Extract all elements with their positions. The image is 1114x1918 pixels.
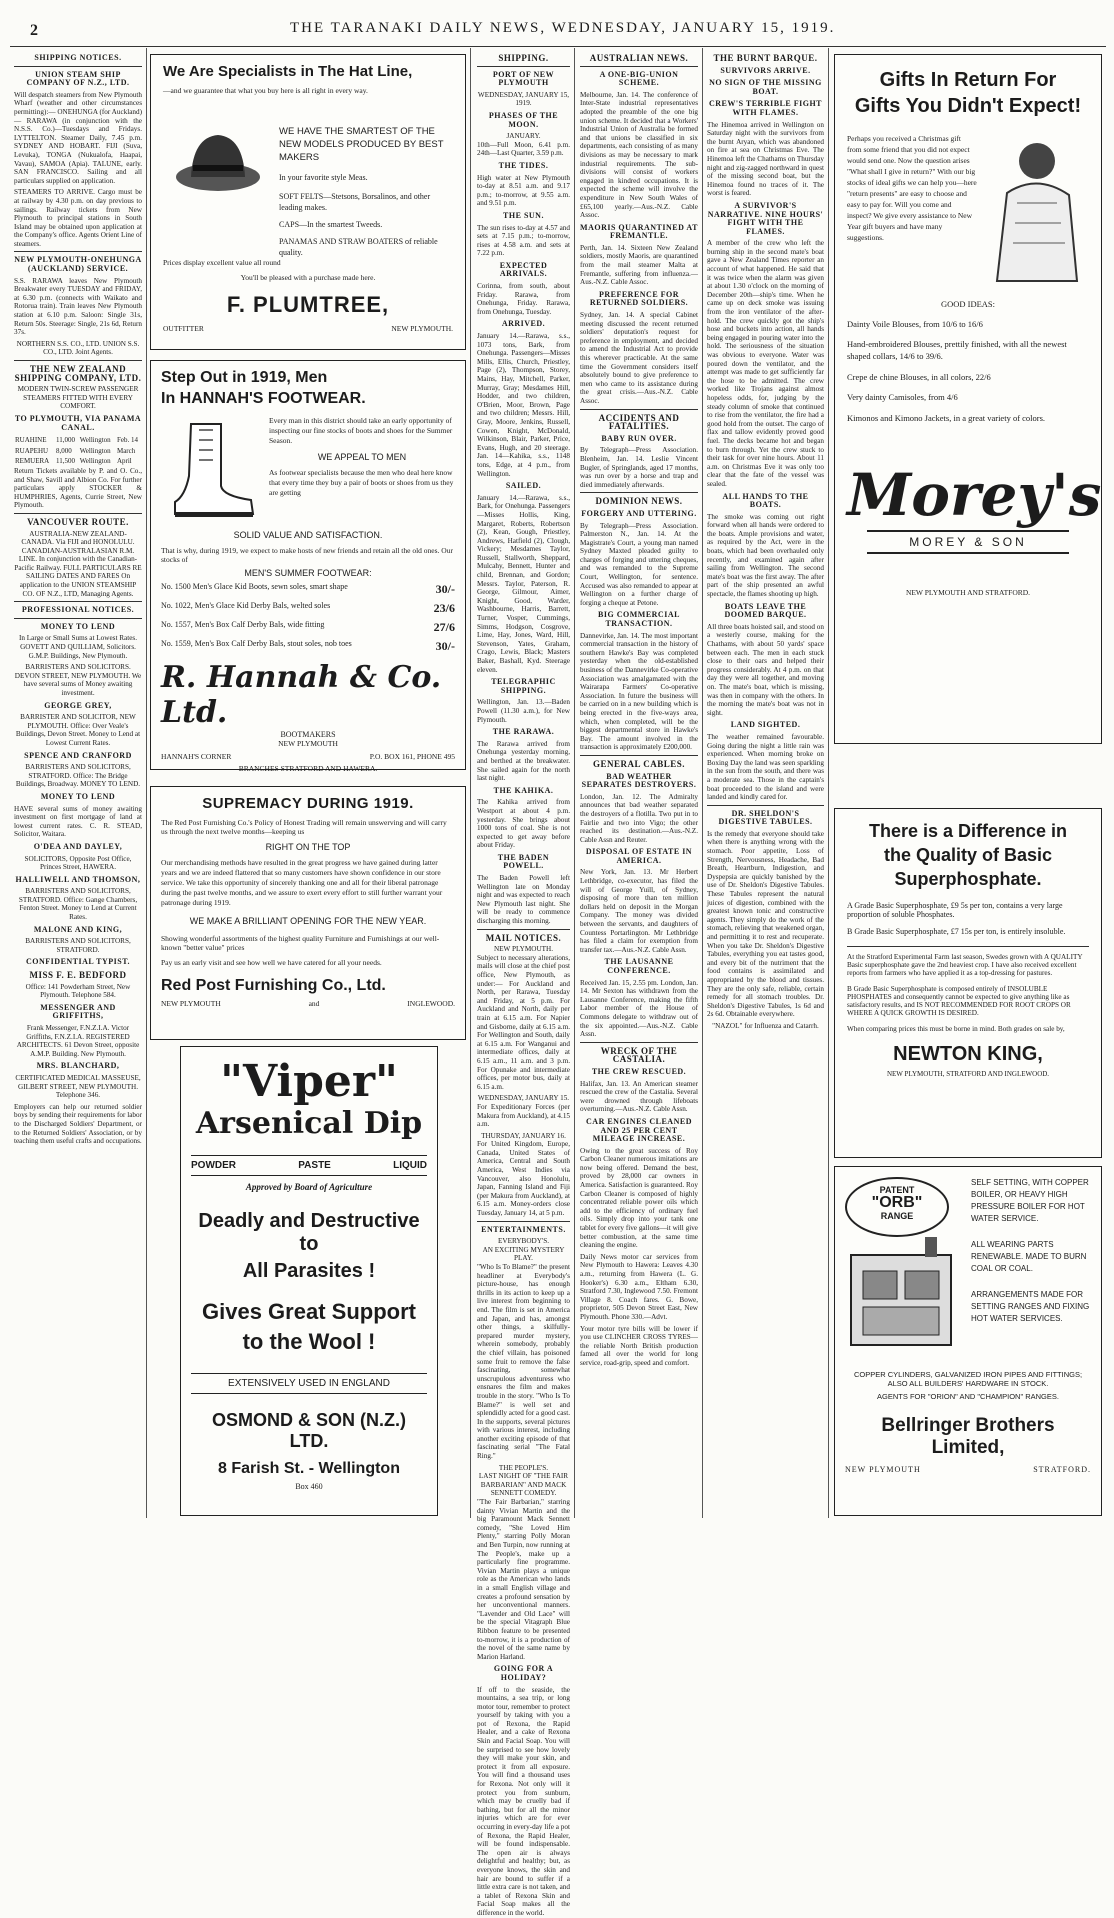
accidents-heading: ACCIDENTS AND FATALITIES.	[598, 412, 680, 432]
barristers-notice: BARRISTERS AND SOLICITORS. DEVON STREET, NEW PLYMOUTH. We have several sums of Money awaiting investment.	[14, 663, 142, 697]
bellringer-copper: COPPER CYLINDERS, GALVANIZED IRON PIPES AND FITTINGS; ALSO ALL BUILDERS' HARDWARE IN STOCK.	[853, 1370, 1083, 1388]
dominion-heading: DOMINION NEWS.	[595, 496, 683, 507]
morey-logo-sub: MOREY & SON	[867, 530, 1069, 554]
preference-text: Sydney, Jan. 14. A special Cabinet meeting discussed the recent returned soldiers' deputation's request for preference in employment, and decided to amend the Industrial Act to provide this wherever practicable. At the same time the Government considers itself absolutely bound to give preference to men who came to its assistance during the great crisis.—Aus.-N.Z. Cable Assoc.	[580, 311, 698, 405]
masthead-rule	[10, 46, 1106, 47]
castalia-heading: WRECK OF THE CASTALIA.	[600, 1045, 678, 1065]
sun-text: The sun rises to-day at 4.57 and sets at 7.15 p.m.; to-morrow, rises at 4.58 a.m. and sets at 7.22 p.m.	[477, 223, 570, 258]
land-text: The weather remained favourable. Going during the night a little rain was experienced. When morning broke on Boxing Day the land was seen sparkling in the sun from the south, and there was a moderate sea. Those in the captain's boat proceeded to the island and were landed and kindly cared for.	[707, 732, 824, 802]
range-stove-icon	[845, 1237, 963, 1357]
money-to-lend-heading-2: MONEY TO LEND	[40, 791, 116, 801]
peoples-heading: THE PEOPLE'S.	[498, 1463, 549, 1472]
everybodys-heading: EVERYBODY'S.	[497, 1237, 549, 1246]
morey-gifts-ad	[834, 54, 1102, 744]
doomed-heading: BOATS LEAVE THE DOOMED BARQUE.	[724, 601, 807, 620]
hat-guarantee: —and we guarantee that what you buy here is all right in every way.	[163, 86, 368, 95]
bedford-heading: MISS F. E. BEDFORD	[29, 970, 127, 981]
hat-smartest: WE HAVE THE SMARTEST OF THE NEW MODELS PRODUCED BY BEST MAKERS	[279, 126, 444, 163]
sailed-text: January 14.—Rarawa, s.s., Bark, for Onehunga. Passengers—Misses Hollis, King, Margaret, Roberts, Robertson (2), Kean, Gough, Priestley, Andrews, Hatfield (2), Clough, Vickery; Mesdames Taylor, Russell, Stallworth, Sheppard, Mulcahy, Bennett, Hunter and child, Brennan, and Gordon; Messrs. Taylor, Paterson, R. George, Gilmour, Aimer, Knight, Good, Warder, Washbourne, Harris, Barrett, Turner, Vosper, Cummings, Simms, Hodgson, Cosgrove, Lime, Hay, Jones, Ward, Hill, Stevenson, Yates, Graham, Crago, Lewis, Black; Masters Baker, Bashall, Kyd. Steerage eleven.	[477, 493, 570, 674]
morey-logo: Morey's	[847, 460, 1102, 529]
newton-king-ad	[834, 808, 1102, 1158]
moon-phases: 10th—Full Moon, 6.41 p.m. 24th—Last Quarter, 3.59 p.m.	[477, 140, 570, 158]
sheldon-heading: DR. SHELDON'S DIGESTIVE TABULES.	[718, 808, 813, 827]
spence-notice: BARRISTERS AND SOLICITORS, STRATFORD. Office: The Bridge Buildings, Broadway. MONEY TO LEND.	[15, 763, 141, 789]
newton-title-2: the Quality of Basic	[883, 845, 1053, 865]
grey-heading: GEORGE GREY,	[44, 700, 112, 710]
boats-text: The smoke was coming out right forward when all hands were ordered to the boats. Ample provisions and water, as required by the Act, were in the boats, which had been overhauled only recently, and examined again after sailing from Wellington. The second mate's boat was the first away. The after part of the ship presented an awful spectacle, the flames shooting up high.	[707, 512, 824, 599]
bellringer-self-setting: SELF SETTING, WITH COPPER BOILER, OR HEAVY HIGH PRESSURE BOILER FOR HOT WATER SERVICE.	[971, 1178, 1089, 1223]
messenger-heading: MESSENGER AND GRIFFITHS,	[40, 1002, 116, 1021]
car-engines-text: Owing to the great success of Roy Carbon Cleaner numerous imitations are now being offered. Demand the best, proved by 28,000 car owners in America. Satisfaction is guaranteed. Roy Carbon Cleaner is composed of highly concentrated reliable power oils which add to the efficiency of ordinary fuel oils. Simply drop into your tank one tablet for every five gallons—it will give better combustion, at the same time cleaning the engine.	[580, 1146, 698, 1250]
list-item: No. 1500 Men's Glace Kid Boots, sewn soles, smart shape 30/-	[161, 582, 455, 596]
shipping-notices-heading: SHIPPING NOTICES.	[34, 53, 122, 62]
joint-agents: NORTHERN S.S. CO., LTD. UNION S.S. CO., LTD. Joint Agents.	[16, 339, 140, 357]
vancouver-notice: AUSTRALIA-NEW ZEALAND-CANADA. Via FIJI and HONOLULU. CANADIAN-AUSTRALASIAN R.M. LINE. In conjunction with the Canadian-Pacific Railway. FULL PARTICULARS RE SAILING DATES AND FARES On application to the UNION STEAMSHIP CO. OF N.Z., LTD, Managing Agents.	[14, 529, 142, 598]
wed-heading: WEDNESDAY, JANUARY 15.	[477, 1094, 570, 1103]
forgery-heading: FORGERY AND UTTERING.	[581, 508, 697, 518]
moon-heading: PHASES OF THE MOON.	[488, 110, 559, 129]
shipping-entertainment-column	[477, 50, 571, 1917]
doomed-text: All three boats hoisted sail, and stood on a westerly course, making for the Chathams, with about 50 yards' space between each. The men in each stuck close to their oars and helped their progress considerably. At 4 p.m. on that day they were all together, and moving on. The mate's boat, which is missing, was then in company with the others. In the morning the mate's boat was not in sight.	[707, 622, 824, 717]
plumtree-name: F. PLUMTREE,	[226, 292, 390, 317]
hannah-corner: HANNAH'S CORNER	[161, 752, 232, 761]
red-post-body: Our merchandising methods have resulted in the great progress we have gained during latter years and we are indeed flattered that so many customers have shown confidence in our store service. We take this opportunity of sincerely thanking one and all for their liberal patronage during the past twelve months, and we assure to exert every effort to still further warrant your patronage during 1919.	[161, 858, 443, 907]
rarawa-text: The Rarawa arrived from Onehunga yesterday morning, and berthed at the breakwater. She sailed again for the north last night.	[477, 739, 570, 783]
morey-body: Perhaps you received a Christmas gift from some friend that you did not expect would send one. Now the question arises "What shall I give in return?" With our big stocks of ideal gifts we can help you—here "return presents" are easy to choose and easy to pay for. Will you come and inspect? We give every assistance to New Year gift buyers and have many suggestions.	[847, 134, 977, 242]
list-item: Dainty Voile Blouses, from 10/6 to 16/6	[847, 318, 983, 329]
viper-dip-ad	[180, 1046, 438, 1516]
viper-title: "Viper"	[220, 1056, 398, 1107]
narrative-heading: A SURVIVOR'S NARRATIVE. NINE HOURS' FIGHT WITH THE FLAMES.	[707, 200, 824, 236]
arrived-heading: ARRIVED.	[501, 319, 546, 329]
bellringer-np: NEW PLYMOUTH	[845, 1465, 921, 1474]
bellringer-agents: AGENTS FOR "ORION" AND "CHAMPION" RANGES.	[877, 1392, 1059, 1401]
panama-heading: TO PLYMOUTH, VIA PANAMA CANAL.	[14, 413, 142, 432]
column-rule	[574, 48, 575, 1518]
newton-title-1: There is a Difference in	[868, 821, 1068, 841]
hannah-bootmakers: BOOTMAKERS	[280, 730, 336, 739]
bellringer-wearing: ALL WEARING PARTS RENEWABLE. MADE TO BURN COAL OR COAL.	[971, 1240, 1087, 1273]
hannah-title-1: Step Out in 1919, Men	[161, 369, 328, 386]
thu-heading: THURSDAY, JANUARY 16.	[481, 1131, 566, 1140]
page-number: 2	[30, 22, 38, 39]
viper-england: EXTENSIVELY USED IN ENGLAND	[191, 1373, 427, 1394]
peoples-text: "The Fair Barbarian," starring dainty Vivian Martin and the big Paramount Mack Sennett comedy, "She Loved Him Plenty," starring Polly Moran and Ben Turpin, now running at The People's, make up a particularly fine programme. Vivian Martin plays a unique role as the American who lands in a small English village and creates a profound sensation by her unconventional manners. "Lavender and Old Lace" will be the special Vitagraph Blue Ribbon feature to be presented to-morrow, it is a production of the novel of the same name by Marion Harland.	[477, 1498, 570, 1661]
money-to-lend-notice: In Large or Small Sums at Lowest Rates. GOVETT AND QUILLIAM, Solicitors. G.M.P. Buildings, New Plymouth.	[18, 634, 138, 660]
forgery-text: By Telegraph—Press Association. Palmerston N., Jan. 14. At the Magistrate's Court, a young man named Sydney Maxted pleaded guilty to charges of forging and uttering cheques, and was remanded to the Supreme Court, Wellington, for sentence. Accused was also remanded to appear at Wellington on a further charge of forging a cheque at Petone.	[580, 521, 698, 607]
telegraphic-text: Wellington, Jan. 13.—Baden Powell (11.30 a.m.), for New Plymouth.	[477, 698, 570, 724]
list-item: No. 1557, Men's Box Calf Derby Bals, wide fitting 27/6	[161, 620, 455, 634]
crew-rescued-text: Halifax, Jan. 13. An American steamer rescued the crew of the Castalia. Several were drowned through lifeboats overturning.—Aus.-N.Z. Cable Assn.	[580, 1079, 698, 1114]
np-onehunga-heading: NEW PLYMOUTH-ONEHUNGA (AUCKLAND) SERVICE.	[14, 255, 142, 274]
list-item: Hand-embroidered Blouses, prettily finished, with all the newest shaped collars, 14/6 to 39/6.	[847, 339, 1067, 361]
fair-barbarian-heading: LAST NIGHT OF "THE FAIR BARBARIAN" AND MACK SENNETT COMEDY.	[478, 1472, 569, 1498]
maoris-heading: MAORIS QUARANTINED AT FREMANTLE.	[580, 222, 698, 241]
mail-text: Subject to necessary alterations, mails will close at the chief post office, New Plymouth, as under:— For Auckland and North, per Rarawa, Tuesday and Friday, at 5 p.m. For Auckland and North, daily per train at 6.15 a.m. For Napier and Gisborne, daily at 6.15 a.m. For Wellington and South, daily at 6.15 a.m. For Wanganui and intermediate offices, daily at 6.15 a.m., 11 a.m. and 3 p.m. For Opunake and intermediate offices, per motor bus, daily at 6.15 a.m.	[477, 953, 570, 1091]
hat-ad-title: We Are Specialists in The Hat Line,	[163, 63, 413, 80]
tides-text: High water at New Plymouth to-day at 8.51 a.m. and 9.17 p.m.; to-morrow, at 9.55 a.m. and 9.51 p.m.	[477, 173, 570, 208]
no-sign-heading: NO SIGN OF THE MISSING BOAT.	[709, 78, 822, 96]
everybodys-text: "Who Is To Blame?" the present headliner at Everybody's picture-house, has enough thrills in its action to keep up a live interest from beginning to end. The film is set in America and Japan, and has, amongst other things, a skilfully-prepared murder mystery, wherein somebody, probably the chief villain, has poisoned some fruit to remove the false fascinating, somewhat unscrupulous adventuress who ensnares the film and makes trouble in the story. "Who Is To Blame?" is well set and splendidly acted for a good cast. In the supports, several pictures with various interest, including another exciting episode of that fascinating serial "The Fatal Ring."	[477, 1263, 571, 1461]
survivors-heading: SURVIVORS ARRIVE.	[720, 65, 811, 75]
hat-caps: CAPS—In the smartest Tweeds.	[279, 220, 383, 229]
return-tickets: Return Tickets available by P. and O. Co., and Shaw, Savill and Albion Co. For further particulars apply STOCKER & HUMPHRIES, Agents, Currie Street, New Plymouth.	[14, 466, 142, 510]
money-to-lend-heading: MONEY TO LEND	[40, 621, 116, 631]
viper-deadly-2: All Parasites !	[242, 1260, 376, 1282]
mail-np: NEW PLYMOUTH.	[493, 945, 554, 954]
newton-king-name: NEWTON KING,	[893, 1043, 1043, 1065]
list-item: No. 1559, Men's Box Calf Derby Bals, stout soles, nob toes 30/-	[161, 639, 455, 653]
mail-heading: MAIL NOTICES.	[485, 932, 562, 943]
big-transaction-text: Dannevirke, Jan. 14. The most important commercial transaction in the history of southern Hawke's Bay was completed yesterday when the old-established business of the Dannevirke Co-operative Association was amalgamated with the Wairarapa Farmers' Co-operative Association. In future the business will be carried on in a new building which is being erected in the five-ways area, which, when completed, will be the biggest departmental store in Hawke's Bay. The amount involved in the transaction is approximately £200,000.	[580, 631, 698, 752]
australian-news-heading: AUSTRALIAN NEWS.	[589, 53, 689, 63]
boot-icon	[161, 416, 261, 526]
hat-styles: In your favorite style Meas.	[279, 173, 368, 182]
woman-illustration-icon	[977, 133, 1087, 283]
telegraphic-heading: TELEGRAPHIC SHIPPING.	[491, 677, 556, 695]
morey-title-2: Gifts You Didn't Expect!	[854, 95, 1082, 117]
burnt-barque-heading: THE BURNT BARQUE.	[713, 53, 818, 63]
big-transaction-heading: BIG COMMERCIAL TRANSACTION.	[598, 610, 680, 629]
nz-shipping-heading: THE NEW ZEALAND SHIPPING COMPANY, LTD.	[14, 364, 142, 383]
list-item: Crepe de chine Blouses, in all colors, 22/6	[847, 371, 991, 382]
shipping-heading: SHIPPING.	[498, 53, 549, 63]
list-item: No. 1022, Men's Glace Kid Derby Bals, welted soles 23/6	[161, 601, 455, 615]
halliwell-heading: HALLIWELL AND THOMSON,	[15, 874, 141, 884]
rarawa-heading: THE RARAWA.	[492, 727, 555, 737]
hannah-branches: BRANCHES STRATFORD AND HAWERA.	[238, 764, 378, 773]
blanchard-notice: CERTIFICATED MEDICAL MASSEUSE, GILBERT STREET, NEW PLYMOUTH. Telephone 346.	[15, 1073, 141, 1100]
hannah-solid-value: SOLID VALUE AND SATISFACTION.	[233, 530, 383, 540]
hannah-logo: R. Hannah & Co. Ltd.	[161, 660, 442, 730]
bedford-notice: Office: 141 Powderham Street, New Plymouth. Telephone 584.	[25, 982, 131, 1000]
red-post-showing: Showing wonderful assortments of the highest quality Furniture and Furnishings at our well-known "better value" prices	[161, 934, 440, 952]
baden-heading: THE BADEN POWELL.	[497, 852, 550, 871]
newton-a-grade: A Grade Basic Superphosphate, £9 5s per ton, contains a very large proportion of soluble Phosphates.	[847, 901, 1063, 919]
column-rule	[828, 48, 829, 1518]
list-item: Very dainty Camisoles, from 4/6	[847, 392, 958, 402]
newton-compare: When comparing prices this must be borne in mind. Both grades on sale by,	[847, 1025, 1065, 1033]
viper-approved: Approved by Board of Agriculture	[245, 1182, 373, 1192]
lausanne-text: Received Jan. 15, 2.55 pm. London, Jan. 14. Mr Sexton has withdrawn from the Lausanne Conference, making the fifth Labor member of the House of Commons delegate to withdraw out of the six appointed.—Aus.-N.Z. Cable Assn.	[580, 978, 698, 1039]
bellringer-stratford: STRATFORD.	[1033, 1465, 1091, 1474]
morey-footer: NEW PLYMOUTH AND STRATFORD.	[905, 587, 1031, 597]
newton-trial: At the Stratford Experimental Farm last season, Swedes grown with A QUALITY Basic superphosphate gave the 2nd heaviest crop. I have also received excellent reports from farmers who have applied it as a top-dressing for pastures.	[847, 946, 1089, 977]
plumtree-hat-ad	[150, 54, 466, 350]
red-post-right: RIGHT ON THE TOP	[265, 842, 351, 852]
table-row: RUAPEHU 8,000 Wellington March	[15, 446, 136, 455]
general-cables-heading: GENERAL CABLES.	[592, 758, 686, 769]
hannah-appeal-body: As footwear specialists because the men who deal here know that every time they buy a pair of boots or shoes from us they are getting	[269, 468, 454, 497]
hat-panamas: PANAMAS AND STRAW BOATERS of reliable quality.	[279, 237, 438, 257]
red-post-intro: The Red Post Furnishing Co.'s Policy of Honest Trading will remain unswerving and will carry us through the next twelve months—keeping us	[161, 818, 447, 836]
baby-text: By Telegraph—Press Association. Blenheim, Jan. 14. Leslie Vincent Bugler, of Springlands, aged 17 months, was run over by a horse and trap and died immediately afterwards.	[580, 446, 698, 489]
bad-weather-text: London, Jan. 12. The Admiralty announces that bad weather separated the destroyers of a flotilla. Two put in to Fairlie and two into Vigo; the other reached its destination.—Aus.-N.Z. Cable Assn and Reuter.	[580, 792, 698, 844]
expected-text: Corinna, from south, about Friday. Rarawa, from Onehunga, Friday. Rarawa, from Onehunga, Tuesday.	[477, 282, 570, 316]
red-post-opening: WE MAKE A BRILLIANT OPENING FOR THE NEW YEAR.	[189, 916, 427, 926]
halliwell-notice: BARRISTERS AND SOLICITORS, STRATFORD. Office: Gange Chambers, Fenton Street. Money to Lend at Current Rates.	[18, 887, 138, 922]
preference-heading: PREFERENCE FOR RETURNED SOLDIERS.	[589, 289, 689, 308]
table-row: REMUERA 11,500 Wellington April	[15, 457, 132, 466]
red-post-inglewood: INGLEWOOD.	[407, 999, 455, 1008]
baby-heading: BABY RUN OVER.	[601, 433, 677, 443]
sun-heading: THE SUN.	[503, 210, 544, 220]
money-to-lend-notice-2: HAVE several sums of money awaiting investment on first mortgage of land at lowest current rates. C. R. STEAD, Solicitor, Waitara.	[14, 804, 142, 839]
hannah-intro: Every man in this district should take an early opportunity of inspecting our fine stocks of boots and shoes for the Summer Season.	[269, 416, 453, 445]
maoris-text: Perth, Jan. 14. Sixteen New Zealand soldiers, mostly Maoris, are quarantined from the mail steamer Malta at Fremantle, suffering from influenza.—Aus.-N.Z. Cable Assoc.	[580, 243, 698, 287]
orb-badge: PATENT "ORB" RANGE	[845, 1177, 949, 1237]
entertainments-heading: ENTERTAINMENTS.	[481, 1224, 566, 1234]
red-post-title: SUPREMACY DURING 1919.	[202, 795, 414, 812]
boats-heading: ALL HANDS TO THE BOATS.	[722, 491, 809, 510]
steamers-to-arrive: STEAMERS TO ARRIVE. Cargo must be at railway by 4.30 p.m. on day previous to sailings. Railway tickets from New Plymouth to principal stations in South Island may be obtained upon application at the Company's office. Agents Orient Line of steamers.	[14, 188, 142, 248]
kahika-heading: THE KAHIKA.	[493, 785, 554, 795]
morey-good-ideas: GOOD IDEAS:	[940, 299, 996, 309]
vancouver-heading: VANCOUVER ROUTE.	[27, 516, 129, 527]
plumtree-location: NEW PLYMOUTH.	[391, 324, 453, 333]
hat-soft-felts: SOFT FELTS—Stetsons, Borsalinos, and other leading makes.	[279, 192, 431, 212]
sheldon-text: Is the remedy that everyone should take when there is anything wrong with the stomach. Poor appetite, Loss of Strength, Nervousness, Headache, Bad Breath, Heartburn, Indigestion, and Dyspepsia are quickly banished by the use of Dr. Sheldon's Digestive Tabules. These Tabules represent the natural juices of digestion, combined with the greatest known tonic and constructive agents. They simply do the work of the stomach, relieving that weakened organ, and permitting it to rest and recuperate. When you take Dr. Sheldon's Digestive Tabules, everything you eat tastes good, and every bit of the nutriment that the food contains is assimilated and appropriated by the blood and tissues. They are the only safe, reliable, certain remedy for all stomach troubles. Dr. Sheldon's Digestive Tabules, 1s 6d and 2s 6d. Obtainable everywhere.	[707, 829, 824, 1019]
grey-notice: BARRISTER AND SOLICITOR, NEW PLYMOUTH. Office: Over Veale's Buildings, Devon Street. Money to Lend at Lowest Current Rates.	[15, 713, 141, 747]
newton-footer: NEW PLYMOUTH, STRATFORD AND INGLEWOOD.	[886, 1070, 1050, 1078]
hannah-footwear-ad	[150, 360, 466, 773]
shipping-professional-column	[14, 50, 142, 1516]
nz-shipping-sub: MODERN TWIN-SCREW PASSENGER STEAMERS FITTED WITH EVERY COMFORT.	[17, 385, 139, 411]
red-post-and: and	[308, 999, 320, 1008]
red-post-ad	[150, 786, 466, 1040]
land-heading: LAND SIGHTED.	[730, 720, 801, 730]
holiday-text: If off to the seaside, the mountains, a sea trip, or long motor tour, remember to protect yourself by taking with you a pot of Rexona, the Rapid Healer, and a cake of Rexona Skin and Facial Soap. You will be surprised to see how lovely they will make your skin, and protect it from all exposure. You will find a thousand uses for Rexona. Not only will it protect you from sunburn, which may be cruelly bad if bathing, but for all the minor injuries which are for ever occurring in every-day life a pot of Rexona, the Rapid Healer, will be found indispensable. The open air is always delightful and healthy; but, as everyone knows, the skin and hair are bound to suffer if a little extra care is not taken, and a tablet of Rexona Skin and Facial Soap makes all the difference in the world.	[477, 1685, 570, 1917]
bellringer-arrange: ARRANGEMENTS MADE FOR SETTING RANGES AND FIXING HOT WATER SERVICES.	[971, 1290, 1090, 1323]
crew-fight-heading: CREW'S TERRIBLE FIGHT WITH FLAMES.	[708, 99, 823, 117]
employers-notice: Employers can help our returned soldier boys by sending their requirements for labor to the Discharged Soldiers' Department, or to the Returned Soldiers' Association, or by teaching them useful crafts and occupations.	[14, 1102, 142, 1146]
kahika-text: The Kahika arrived from Westport at about 4 p.m. yesterday. She brings about 1000 tons of coal. She is not expected to get away before about Friday.	[477, 798, 570, 850]
viper-paste: PASTE	[298, 1160, 331, 1171]
expected-heading: EXPECTED ARRIVALS.	[499, 260, 548, 279]
table-row: RUAHINE 11,000 Wellington Feb. 14	[15, 436, 138, 445]
shipping-date: WEDNESDAY, JANUARY 15, 1919.	[477, 90, 570, 108]
hannah-np: NEW PLYMOUTH	[278, 739, 338, 748]
hannah-title-2: In HANNAH'S FOOTWEAR.	[161, 390, 366, 407]
spence-heading: SPENCE AND CRANFORD	[24, 750, 132, 760]
tides-heading: THE TIDES.	[498, 160, 549, 170]
holiday-heading: GOING FOR A HOLIDAY?	[493, 1664, 554, 1682]
union-steam-ship-notice: Will despatch steamers from New Plymouth Wharf (weather and other circumstances permitting):— ONEHUNGA (for Auckland)— RARAWA (in conjunction with the N.S.S. Co.)—Tuesdays and Fridays. LYTTELTON. Steamer Daily, 7.45 p.m. SYDNEY AND HOBART. FIJI (Suva, Levuka), TONGA (Nukualofa, Haapai, Vavau), SAMOA (Apia). TALUNE, early. SAN FRANCISCO. Sailing and all particulars supplied on application.	[14, 90, 142, 185]
blanchard-heading: MRS. BLANCHARD,	[36, 1061, 120, 1071]
viper-box: Box 460	[295, 1482, 323, 1491]
bad-weather-heading: BAD WEATHER SEPARATES DESTROYERS.	[581, 771, 697, 790]
one-big-union-text: Melbourne, Jan. 14. The conference of Inter-State industrial representatives adopted the preamble of the one big union scheme. It decided that a Workers' Industrial Union of Australia be formed and that unions be classified in six departments, each consisting of as many divisions as may be necessary to mark industrial requirements. The sub-divisions will consist of workers engaged in kindred occupations. It is expected the scheme will involve the expenditure in New South Wales of £65,100 yearly.—Aus.-N.Z. Cable Assoc.	[580, 90, 698, 220]
professional-heading: PROFESSIONAL NOTICES.	[21, 605, 135, 615]
odea-heading: O'DEA AND DAYLEY,	[33, 841, 123, 851]
bellringer-range-ad	[834, 1166, 1102, 1516]
column-rule	[470, 48, 471, 1518]
sailings-table	[14, 435, 142, 467]
narrative-text: A member of the crew who left the burning ship in the second mate's boat gave a New Zealand Times reporter an account of what happened. He said that it was twice when the alarm was given at about 1.30 o'clock on the morning of December 20th—ship's time. When he came up on deck smoke was issuing from the iron ventilator of the after-hold. The crew quickly got the ship's hose and buckets into action, all hands being engaged in pouring water into the hold. The seriousness of the situation was obvious to everyone. Water was poured down the ventilator, and the attempt was made to get sufficiently far the hose to be admitted. The crew worked like Trojans against almost hopeless odds, for, judging by the steady column of smoke that continued to rise from the ventilator, the fire had a good hold from the outset. The cargo of flax and tallow evidently proved good fuel. The decks became hot and began to burn through. Yet the crew stuck to their task for over nine hours. About 11 a.m. on Christmas Eve it was only too clear that the fate of the vessel was sealed.	[707, 239, 824, 488]
viper-farish: 8 Farish St. - Wellington	[218, 1460, 400, 1477]
morey-title-1: Gifts In Return For	[879, 69, 1057, 91]
bellringer-name: Bellringer Brothers Limited,	[881, 1415, 1055, 1458]
messenger-notice: Frank Messenger, F.N.Z.I.A. Victor Griffiths, F.N.Z.I.A. REGISTERED ARCHITECTS. 61 Devon Street, opposite A.M.P. Building. New Plymouth.	[16, 1024, 140, 1058]
odea-notice: SOLICITORS, Opposite Post Office, Princes Street, HAWERA.	[24, 854, 132, 872]
crew-rescued-heading: THE CREW RESCUED.	[591, 1066, 687, 1076]
news-column	[580, 50, 698, 1516]
hinemoa-text: The Hinemoa arrived in Wellington on Saturday night with the survivors from the burnt Aryan, which was abandoned on fire at sea on Christmas Eve. The Hinemoa left the Chathams on Thursday night and zig-zagged northward in quest of the missing second boat, but the Hinemoa found no traces of it. The worst is feared.	[707, 120, 824, 198]
newspaper-title: THE TARANAKI DAILY NEWS, WEDNESDAY, JANUARY 15, 1919.	[290, 20, 836, 36]
port-heading: PORT OF NEW PLYMOUTH	[492, 69, 555, 88]
wed-text: For Expeditionary Forces (per Makura from Auckland), at 4.15 a.m.	[477, 1102, 571, 1129]
motor-services-text: Daily News motor car services from New Plymouth to Hawera: Leaves 4.30 a.m., returning from Hawera (L. G. Hooker's) 6.30 a.m., Eltham 6.30, Stratford 7.30, Inglewood 7.50. Fremont Village 8. Coach fares. G. Bowe, proprietor, 505 Devon Street East, New Plymouth. Phone 330.—Advt.	[580, 1252, 698, 1321]
hannah-box: P.O. BOX 161, PHONE 495	[369, 752, 455, 761]
newton-b-grade: B Grade Basic Superphosphate, £7 15s per ton, is entirely insoluble.	[847, 927, 1066, 936]
hat-prices: Prices display excellent value all round	[163, 258, 281, 267]
viper-liquid: LIQUID	[393, 1160, 427, 1171]
tyre-text: Your motor tyre bills will be lower if you use CLINCHER CROSS TYRES—the reliable North British production famed all over the world for long service, road-grip, speed and comfort.	[580, 1324, 698, 1367]
list-item: Kimonos and Kimono Jackets, in a great variety of colors.	[847, 412, 1046, 423]
hat-illustration-icon	[163, 107, 273, 257]
typist-heading: CONFIDENTIAL TYPIST.	[26, 957, 130, 967]
union-steam-ship-heading: UNION STEAM SHIP COMPANY OF N.Z., LTD.	[26, 69, 130, 88]
hannah-appeal: WE APPEAL TO MEN	[317, 452, 407, 462]
outfitter-label: OUTFITTER	[163, 324, 204, 333]
january-label: JANUARY.	[506, 132, 541, 141]
car-engines-heading: CAR ENGINES CLEANED AND 25 PER CENT MILEAGE INCREASE.	[586, 1116, 692, 1144]
masthead	[0, 0, 1114, 44]
newton-title-3: Superphosphate.	[894, 869, 1042, 889]
red-post-name: Red Post Furnishing Co., Ltd.	[161, 977, 386, 994]
red-post-np: NEW PLYMOUTH	[161, 999, 221, 1008]
thu-text: For United Kingdom, Europe, Canada, United States of America, Central and South America, West Indies via Vancouver, also Honolulu, Japan, Fanning Island and Fiji (per Makura from Auckland), at 6.15 a.m. Money-orders close Tuesday, January 14, at 5 p.m.	[477, 1140, 570, 1218]
viper-sub: Arsenical Dip	[195, 1106, 423, 1141]
viper-gives-1: Gives Great Support	[202, 1299, 416, 1324]
burnt-barque-column	[707, 50, 824, 1516]
viper-osmond: OSMOND & SON (N.Z.) LTD.	[212, 1410, 406, 1451]
malone-notice: BARRISTERS AND SOLICITORS, STRATFORD.	[25, 937, 131, 954]
viper-powder: POWDER	[191, 1160, 236, 1171]
hannah-during: That is why, during 1919, we expect to make hosts of new friends and retain all the old ones. Our stocks of	[161, 546, 453, 564]
column-rule	[146, 48, 147, 1518]
disposal-text: New York, Jan. 13. Mr Herbert Lethbridge, co-executor, has filed the will of George Yuill, of Sydney, disposing of more than ten million dollars held on deposit in the Morgan Company. The money was divided between the servants, and daughters of Countess Portarlington. Mr Lethbridge has filed a claim for exemption from transfer tax.—Aus.-N.Z. Cable Assn.	[580, 868, 698, 954]
np-onehunga-notice: S.S. RARAWA leaves New Plymouth Breakwater every TUESDAY and FRIDAY, at 6.30 p.m. (connects with Waikato and Rotorua train). Train leaves New Plymouth station at 6.10 p.m. Saloon: Single 31s, Return 50s. Steerage: Single, 21s 6d, Return 37s.	[14, 276, 142, 337]
viper-gives-2: to the Wool !	[242, 1329, 376, 1354]
one-big-union-heading: A ONE-BIG-UNION SCHEME.	[599, 69, 679, 88]
mystery-heading: AN EXCITING MYSTERY PLAY.	[482, 1245, 565, 1263]
disposal-heading: DISPOSAL OF ESTATE IN AMERICA.	[585, 847, 693, 865]
arrived-text: January 14.—Rarawa, s.s., 1073 tons, Bark, from Onehunga. Passengers—Misses Mills, Ellis, Church, Priestley, Page (2), Thompson, Storey, Mains, Hay, Mitchell, Parker, Murray, Gray; Mesdames Hill, Hodder, and two children, O'Brien, Moor, Brown, Page and two children; Messrs. Hill, Gray, Moore, Jenkins, Russell, Cowen, Knight, McDonald, Wilkinson, Blair, Parker, Price, Evans, Hugh, and 20 steerage. Jan. 14—Kahika, s.s., 1148 tons, Edge, at 4 p.m., from Wellington.	[477, 332, 570, 478]
hannah-summer: MEN'S SUMMER FOOTWEAR:	[244, 568, 372, 578]
malone-heading: MALONE AND KING,	[33, 924, 123, 934]
hat-pleased: You'll be pleased with a purchase made here.	[240, 273, 376, 282]
newton-b-note: B Grade Basic Superphosphate is composed entirely of INSOLUBLE PHOSPHATES and consequently cannot be expected to give anything like as satisfactory results, and IS NOT RECOMMENDED FOR ROOT CROPS OR WHERE A QUICK GROWTH IS DESIRED.	[847, 985, 1071, 1017]
viper-deadly-1: Deadly and Destructive to	[198, 1210, 420, 1255]
baden-text: The Baden Powell left Wellington late on Monday night and was expected to reach New Plymouth last night. She will be ready to commence discharging this morning.	[477, 874, 570, 926]
column-rule	[702, 48, 703, 1518]
lausanne-heading: THE LAUSANNE CONFERENCE.	[604, 957, 674, 975]
red-post-pay: Pay us an early visit and see how well we have catered for all your needs.	[161, 958, 382, 967]
nazol-text: "NAZOL" for Influenza and Catarrh.	[712, 1021, 819, 1030]
sailed-heading: SAILED.	[505, 481, 542, 491]
